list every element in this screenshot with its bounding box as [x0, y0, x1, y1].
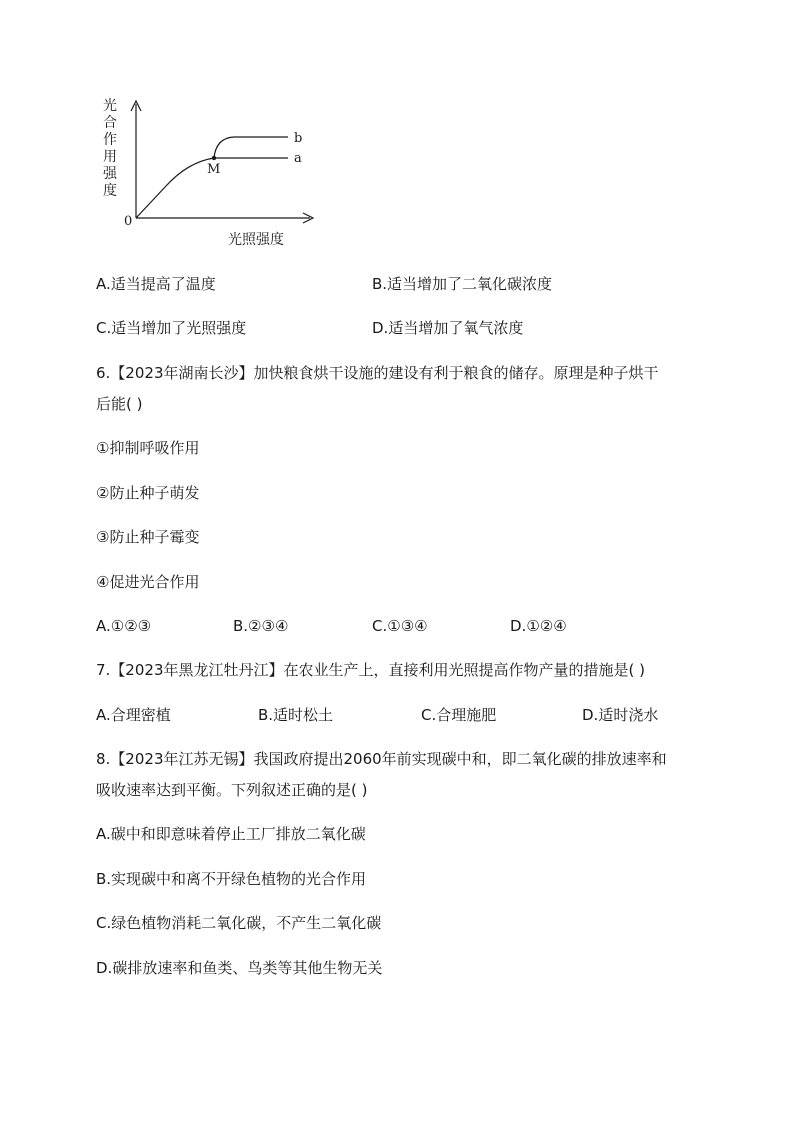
point-m-label: M	[207, 162, 221, 177]
origin-label: 0	[124, 214, 133, 229]
q7-option-d: D.适时浇水	[582, 706, 659, 724]
curve-a-label: a	[294, 151, 302, 166]
q5-option-c: C.适当增加了光照强度	[96, 319, 247, 337]
q8-option-d: D.碳排放速率和鱼类、鸟类等其他生物无关	[96, 959, 383, 977]
y-axis-label-char: 合	[103, 115, 117, 131]
y-axis-label-char: 用	[103, 149, 117, 165]
q7-option-a: A.合理密植	[96, 706, 171, 724]
q5-option-d: D.适当增加了氧气浓度	[372, 319, 524, 337]
q6-item: ①抑制呼吸作用	[96, 439, 200, 457]
q5-option-a: A.适当提高了温度	[96, 275, 216, 293]
q8-option-b: B.实现碳中和离不开绿色植物的光合作用	[96, 870, 367, 888]
q7-option-c: C.合理施肥	[421, 706, 497, 724]
photosynthesis-light-graph	[96, 92, 326, 252]
q6-item: ④促进光合作用	[96, 573, 200, 591]
q6-stem-line1: 6.【2023年湖南长沙】加快粮食烘干设施的建设有利于粮食的储存。原理是种子烘干	[96, 364, 659, 382]
y-axis-label-char: 度	[103, 183, 117, 199]
y-axis-label-char: 光	[103, 98, 117, 114]
q6-option-a: A.①②③	[96, 617, 152, 635]
y-axis-label-char: 强	[103, 166, 117, 182]
q6-stem-line2: 后能( )	[96, 395, 143, 413]
curve-b	[214, 137, 288, 158]
q6-option-d: D.①②④	[510, 617, 567, 635]
curve-b-label: b	[294, 131, 303, 146]
q8-stem-line1: 8.【2023年江苏无锡】我国政府提出2060年前实现碳中和，即二氧化碳的排放速率和	[96, 750, 667, 768]
y-axis-label-char: 作	[103, 132, 117, 148]
q5-option-b: B.适当增加了二氧化碳浓度	[372, 275, 553, 293]
q6-item: ②防止种子萌发	[96, 484, 200, 502]
point-m	[212, 156, 216, 160]
q7-stem: 7.【2023年黑龙江牡丹江】在农业生产上，直接利用光照提高作物产量的措施是( )	[96, 661, 645, 679]
q8-option-a: A.碳中和即意味着停止工厂排放二氧化碳	[96, 825, 366, 843]
q7-option-b: B.适时松土	[258, 706, 334, 724]
x-axis-label: 光照强度	[228, 232, 284, 248]
q8-stem-line2: 吸收速率达到平衡。下列叙述正确的是( )	[96, 781, 368, 799]
q6-item: ③防止种子霉变	[96, 528, 200, 546]
q8-option-c: C.绿色植物消耗二氧化碳，不产生二氧化碳	[96, 914, 382, 932]
q6-option-b: B.②③④	[233, 617, 289, 635]
q6-option-c: C.①③④	[372, 617, 428, 635]
